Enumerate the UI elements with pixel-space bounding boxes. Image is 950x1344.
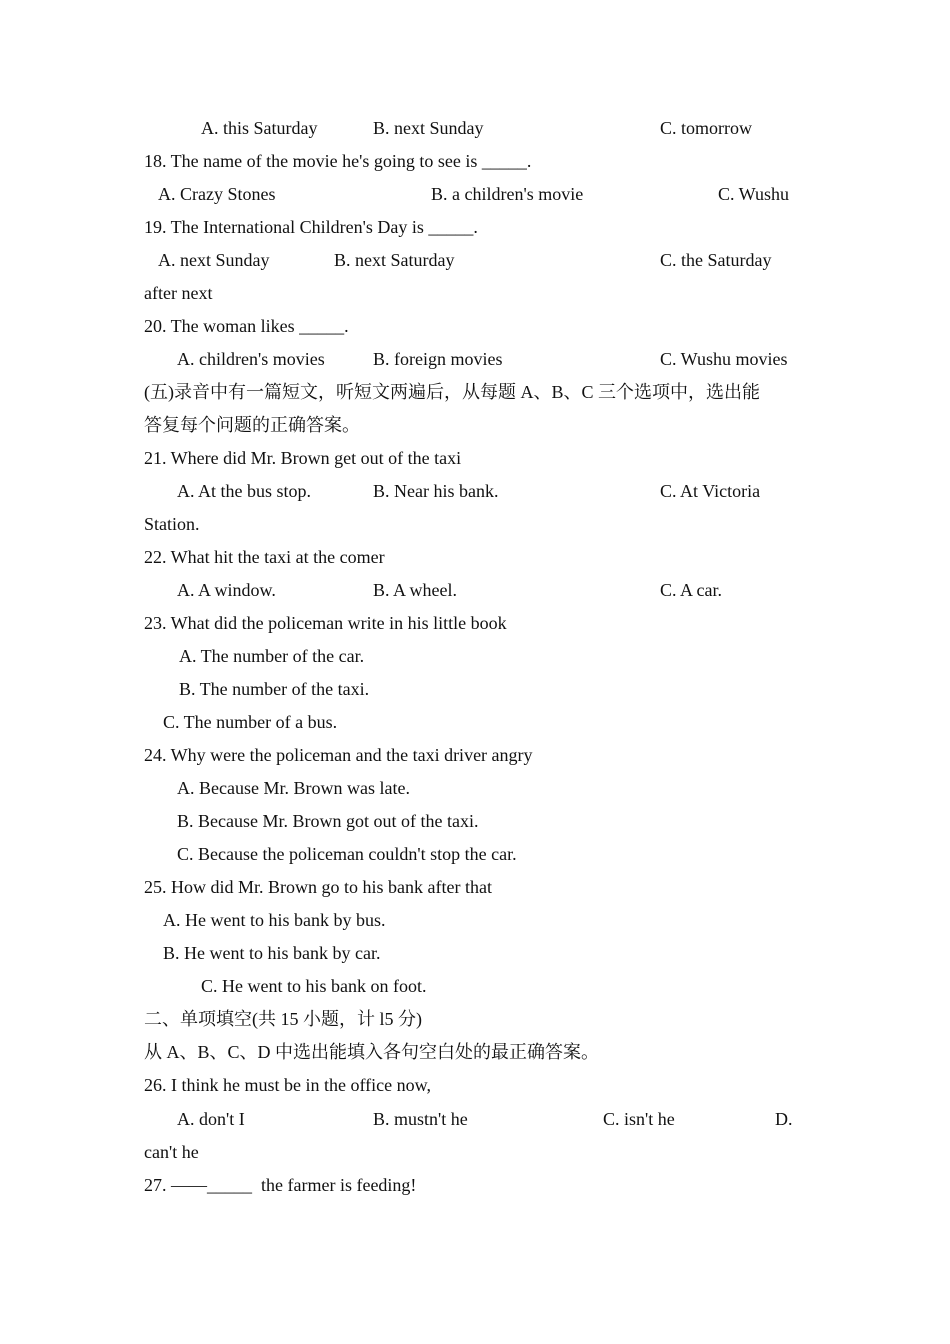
q27-prefix: 27. ——	[144, 1175, 207, 1195]
q19-option-b: B. next Saturday	[334, 250, 455, 270]
q26-option-d: D.	[775, 1109, 793, 1129]
section2-title: 二、单项填空(共 15 小题，计 l5 分)	[144, 1009, 422, 1029]
q18-option-c: C. Wushu	[718, 184, 789, 204]
section2-instruction: 从 A、B、C、D 中选出能填入各句空白处的最正确答案。	[144, 1042, 600, 1062]
q25-option-c: C. He went to his bank on foot.	[201, 976, 427, 996]
q27-stem	[144, 1174, 416, 1196]
q19-stem: 19. The International Children's Day is _____.	[144, 217, 478, 237]
q17-option-c: C. tomorrow	[660, 118, 752, 138]
q26-stem: 26. I think he must be in the office now,	[144, 1075, 431, 1095]
q24-option-c: C. Because the policeman couldn't stop the car.	[177, 844, 517, 864]
q20-option-a: A. children's movies	[177, 349, 325, 369]
q17-option-b: B. next Sunday	[373, 118, 484, 138]
section5-instruction-line2: 答复每个问题的正确答案。	[144, 415, 360, 435]
q26-option-d-continued: can't he	[144, 1142, 199, 1162]
q24-option-a: A. Because Mr. Brown was late.	[177, 778, 410, 798]
section5-instruction-line1: (五)录音中有一篇短文，听短文两遍后，从每题 A、B、C 三个选项中，选出能	[144, 382, 760, 402]
q22-option-b: B. A wheel.	[373, 580, 457, 600]
q24-option-b: B. Because Mr. Brown got out of the taxi.	[177, 811, 479, 831]
q27-blank: _____	[207, 1175, 252, 1195]
q18-option-a: A. Crazy Stones	[158, 184, 276, 204]
q22-option-a: A. A window.	[177, 580, 276, 600]
q23-option-b: B. The number of the taxi.	[179, 679, 370, 699]
q22-stem: 22. What hit the taxi at the comer	[144, 547, 385, 567]
q26-option-a: A. don't I	[177, 1109, 245, 1129]
q20-option-c: C. Wushu movies	[660, 349, 788, 369]
q19-option-c: C. the Saturday	[660, 250, 772, 270]
q23-option-a: A. The number of the car.	[179, 646, 365, 666]
q26-option-b: B. mustn't he	[373, 1109, 468, 1129]
q21-option-c: C. At Victoria	[660, 481, 761, 501]
q26-option-c: C. isn't he	[603, 1109, 675, 1129]
q23-option-c: C. The number of a bus.	[163, 712, 338, 732]
q21-option-a: A. At the bus stop.	[177, 481, 312, 501]
q17-option-a: A. this Saturday	[201, 118, 318, 138]
q25-stem: 25. How did Mr. Brown go to his bank after that	[144, 877, 492, 897]
q20-stem: 20. The woman likes _____.	[144, 316, 349, 336]
q19-option-a: A. next Sunday	[158, 250, 270, 270]
q21-option-b: B. Near his bank.	[373, 481, 499, 501]
q21-stem: 21. Where did Mr. Brown get out of the taxi	[144, 448, 462, 468]
q22-option-c: C. A car.	[660, 580, 722, 600]
q18-option-b: B. a children's movie	[431, 184, 584, 204]
q25-option-a: A. He went to his bank by bus.	[163, 910, 386, 930]
q23-stem: 23. What did the policeman write in his little book	[144, 613, 507, 633]
q20-option-b: B. foreign movies	[373, 349, 503, 369]
q21-option-c-continued: Station.	[144, 514, 200, 534]
q18-stem: 18. The name of the movie he's going to see is _____.	[144, 151, 532, 171]
q24-stem: 24. Why were the policeman and the taxi driver angry	[144, 745, 533, 765]
q25-option-b: B. He went to his bank by car.	[163, 943, 381, 963]
q19-option-c-continued: after next	[144, 283, 213, 303]
q27-suffix: the farmer is feeding!	[252, 1175, 417, 1195]
